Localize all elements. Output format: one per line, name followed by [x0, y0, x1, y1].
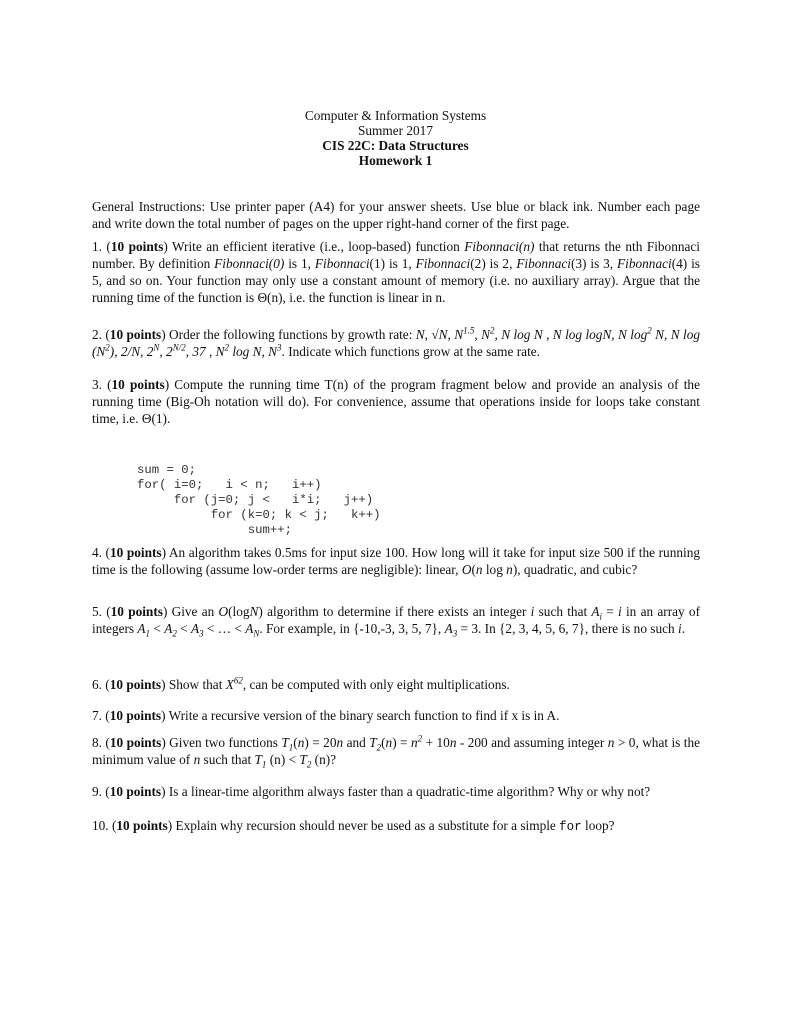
- question-text: ) Is a linear-time algorithm always faster than a quadratic-time algorithm? Why or why not?: [161, 784, 651, 799]
- question-text: (4) is 5, and so on. Your function may only use a constant amount of memory (i.e. no auxiliary array). Argue that the running time of the function is Θ(n), i.e. the function is linear in n.: [92, 256, 700, 305]
- question-text: (: [471, 562, 476, 577]
- question-text: ) Write a recursive version of the binary search function to find if x is in A.: [161, 708, 560, 723]
- code-line: for( i=0; i < n; i++): [137, 478, 322, 492]
- code-fragment: [137, 448, 381, 553]
- question-text: X: [225, 677, 234, 692]
- question-text: (1) is 1,: [369, 256, 416, 271]
- question-text: in an array of integers: [92, 604, 700, 636]
- question-text: Fibonnaci(0): [214, 256, 285, 271]
- question-text: (n)?: [311, 752, 337, 767]
- code-line: for (k=0; k < j; k++): [137, 508, 381, 522]
- question-points: 10 points: [109, 735, 162, 750]
- question-text: . Indicate which functions grow at the same rate.: [281, 344, 541, 359]
- question-text: ), quadratic, and cubic?: [512, 562, 638, 577]
- question-text: ) Give an: [162, 604, 219, 619]
- question-text: 2: [647, 325, 652, 336]
- question-3: [92, 376, 700, 427]
- question-text: A: [444, 621, 453, 636]
- question-text: (log: [228, 604, 250, 619]
- question-text: 2: [376, 742, 382, 753]
- question-text: Fibonnaci: [314, 256, 370, 271]
- question-text: = 3. In {2, 3, 4, 5, 6, 7}, there is no such: [457, 621, 679, 636]
- question-text: ) Write an efficient iterative (i.e., loop-based) function: [163, 239, 465, 254]
- question-number: 8. (: [92, 735, 110, 750]
- question-text: Fibonnaci: [617, 256, 672, 271]
- question-text: log: [482, 562, 507, 577]
- question-number: 7. (: [92, 708, 110, 723]
- code-line: sum = 0;: [137, 463, 197, 477]
- question-text: 3: [277, 342, 282, 353]
- question-text: that returns the nth Fibonnaci number. By definition: [92, 239, 700, 271]
- question-text: N: [253, 628, 260, 639]
- question-text: ) Explain why recursion should never be used as a substitute for a simple: [167, 818, 560, 833]
- question-text: 2: [306, 759, 312, 770]
- question-5: [92, 603, 700, 637]
- question-text: A: [245, 621, 254, 636]
- question-text: ) An algorithm takes 0.5ms for input size 100. How long will it take for input size 500 if the running time is the following (assume low-order terms are negligible): linear,: [92, 545, 700, 577]
- assignment-title: Homework 1: [358, 153, 433, 168]
- question-text: n: [475, 562, 483, 577]
- question-text: n: [411, 735, 418, 750]
- question-text: 1.5: [463, 325, 475, 336]
- question-text: (: [293, 735, 298, 750]
- question-text: 2: [105, 342, 110, 353]
- question-text: A: [591, 604, 600, 619]
- question-text: such that: [200, 752, 255, 767]
- course-title: CIS 22C: Data Structures: [322, 138, 469, 153]
- question-text: - 200 and assuming integer: [456, 735, 608, 750]
- question-text: Fibonnaci(n): [464, 239, 535, 254]
- question-text: > 0, what is the minimum value of: [92, 735, 701, 767]
- question-text: 2: [224, 342, 230, 353]
- question-text: i: [530, 604, 535, 619]
- question-text: n: [607, 735, 615, 750]
- question-points: 10 points: [109, 677, 162, 692]
- question-text: 2: [417, 733, 423, 744]
- question-text: =: [602, 604, 619, 619]
- question-text: Fibonnaci: [415, 256, 471, 271]
- question-text: n: [506, 562, 513, 577]
- question-text: 2: [172, 628, 177, 639]
- question-text: 1: [288, 742, 294, 753]
- question-text: (n) <: [266, 752, 300, 767]
- question-text: N/2: [172, 342, 186, 353]
- question-number: 10. (: [92, 818, 117, 833]
- question-text: , N: [474, 327, 490, 342]
- question-text: A: [190, 621, 200, 636]
- document-header: [0, 108, 791, 168]
- question-points: 10 points: [109, 708, 162, 723]
- question-text: O: [461, 562, 472, 577]
- question-points: 10 points: [116, 818, 168, 833]
- question-text: i: [678, 621, 682, 636]
- question-7: [92, 707, 700, 724]
- question-text: T: [254, 752, 262, 767]
- question-text: n: [449, 735, 457, 750]
- question-9: [92, 783, 700, 800]
- question-text: n: [385, 735, 393, 750]
- question-number: 5. (: [92, 604, 111, 619]
- question-text: ) Order the following functions by growth rate:: [161, 327, 416, 342]
- question-text: T: [369, 735, 377, 750]
- question-10: [92, 817, 700, 836]
- question-text: < … <: [203, 621, 246, 636]
- question-text: .: [681, 621, 686, 636]
- question-text: and: [343, 735, 370, 750]
- question-text: i: [618, 604, 622, 619]
- question-text: ) Compute the running time T(n) of the program fragment below and provide an analysis of the running time (Big-Oh notation will do). For convenience, assume that operations inside for loops take constant time, i.e. Θ(1).: [92, 377, 700, 426]
- question-2: [92, 326, 700, 360]
- question-text: , 37 , N: [185, 344, 225, 359]
- general-instructions: General Instructions: Use printer paper (A4) for your answer sheets. Use blue or black ink. Number each page and write down the total number of pages on the upper right-hand corner of the first page.: [92, 199, 700, 231]
- question-text: A: [164, 621, 173, 636]
- question-text: T: [299, 752, 307, 767]
- question-text: N, √N, N: [415, 327, 464, 342]
- question-text: 3: [199, 628, 204, 639]
- question-points: 10 points: [109, 784, 162, 799]
- question-text: (2) is 2,: [470, 256, 517, 271]
- question-points: 10 points: [111, 377, 165, 392]
- question-text: ) Show that: [161, 677, 226, 692]
- question-text: ) = 20: [304, 735, 337, 750]
- question-text: Fibonnaci: [516, 256, 571, 271]
- question-text: N: [153, 342, 160, 353]
- question-text: , 2: [159, 344, 173, 359]
- question-text: 2: [489, 325, 495, 336]
- question-text: n: [193, 752, 201, 767]
- question-text: log N, N: [229, 344, 278, 359]
- code-line: for (j=0; j < i*i; j++): [137, 493, 374, 507]
- question-text: T: [281, 735, 289, 750]
- question-text: N, N log (N: [92, 327, 701, 359]
- code-line: sum++;: [137, 523, 292, 537]
- question-text: 3: [452, 628, 458, 639]
- question-8: [92, 734, 700, 768]
- question-text: ) Given two functions: [161, 735, 282, 750]
- question-number: 3. (: [92, 377, 112, 392]
- question-points: 10 points: [110, 604, 163, 619]
- question-number: 2. (: [92, 327, 110, 342]
- question-text: 62: [233, 675, 243, 686]
- question-text: . For example, in {-10,-3, 3, 5, 7},: [259, 621, 445, 636]
- question-text: N: [249, 604, 259, 619]
- question-text: + 10: [422, 735, 450, 750]
- question-text: (3) is 3,: [570, 256, 618, 271]
- question-text: ), 2/N, 2: [109, 344, 154, 359]
- question-1: [92, 238, 700, 306]
- question-text: i: [599, 611, 603, 622]
- question-text: such that: [534, 604, 592, 619]
- question-text: (: [381, 735, 386, 750]
- question-number: 1. (: [92, 239, 111, 254]
- question-number: 6. (: [92, 677, 110, 692]
- term: Summer 2017: [358, 123, 433, 138]
- question-points: 10 points: [110, 239, 164, 254]
- question-text: ) algorithm to determine if there exists an integer: [258, 604, 531, 619]
- question-text: 1: [261, 759, 267, 770]
- question-text: , N log N , N log logN, N log: [494, 327, 648, 342]
- question-text: n: [336, 735, 344, 750]
- question-text: 1: [145, 628, 151, 639]
- question-text: for: [559, 820, 582, 834]
- question-text: loop?: [581, 818, 615, 833]
- question-text: <: [176, 621, 191, 636]
- question-text: A: [137, 621, 146, 636]
- question-6: [92, 676, 700, 693]
- question-points: 10 points: [109, 327, 162, 342]
- question-text: , can be computed with only eight multiplications.: [242, 677, 510, 692]
- department: Computer & Information Systems: [304, 108, 487, 123]
- question-number: 4. (: [92, 545, 110, 560]
- question-text: n: [297, 735, 305, 750]
- question-text: is 1,: [284, 256, 315, 271]
- question-text: <: [150, 621, 165, 636]
- question-text: O: [218, 604, 229, 619]
- question-points: 10 points: [109, 545, 162, 560]
- question-text: ) =: [392, 735, 411, 750]
- question-number: 9. (: [92, 784, 110, 799]
